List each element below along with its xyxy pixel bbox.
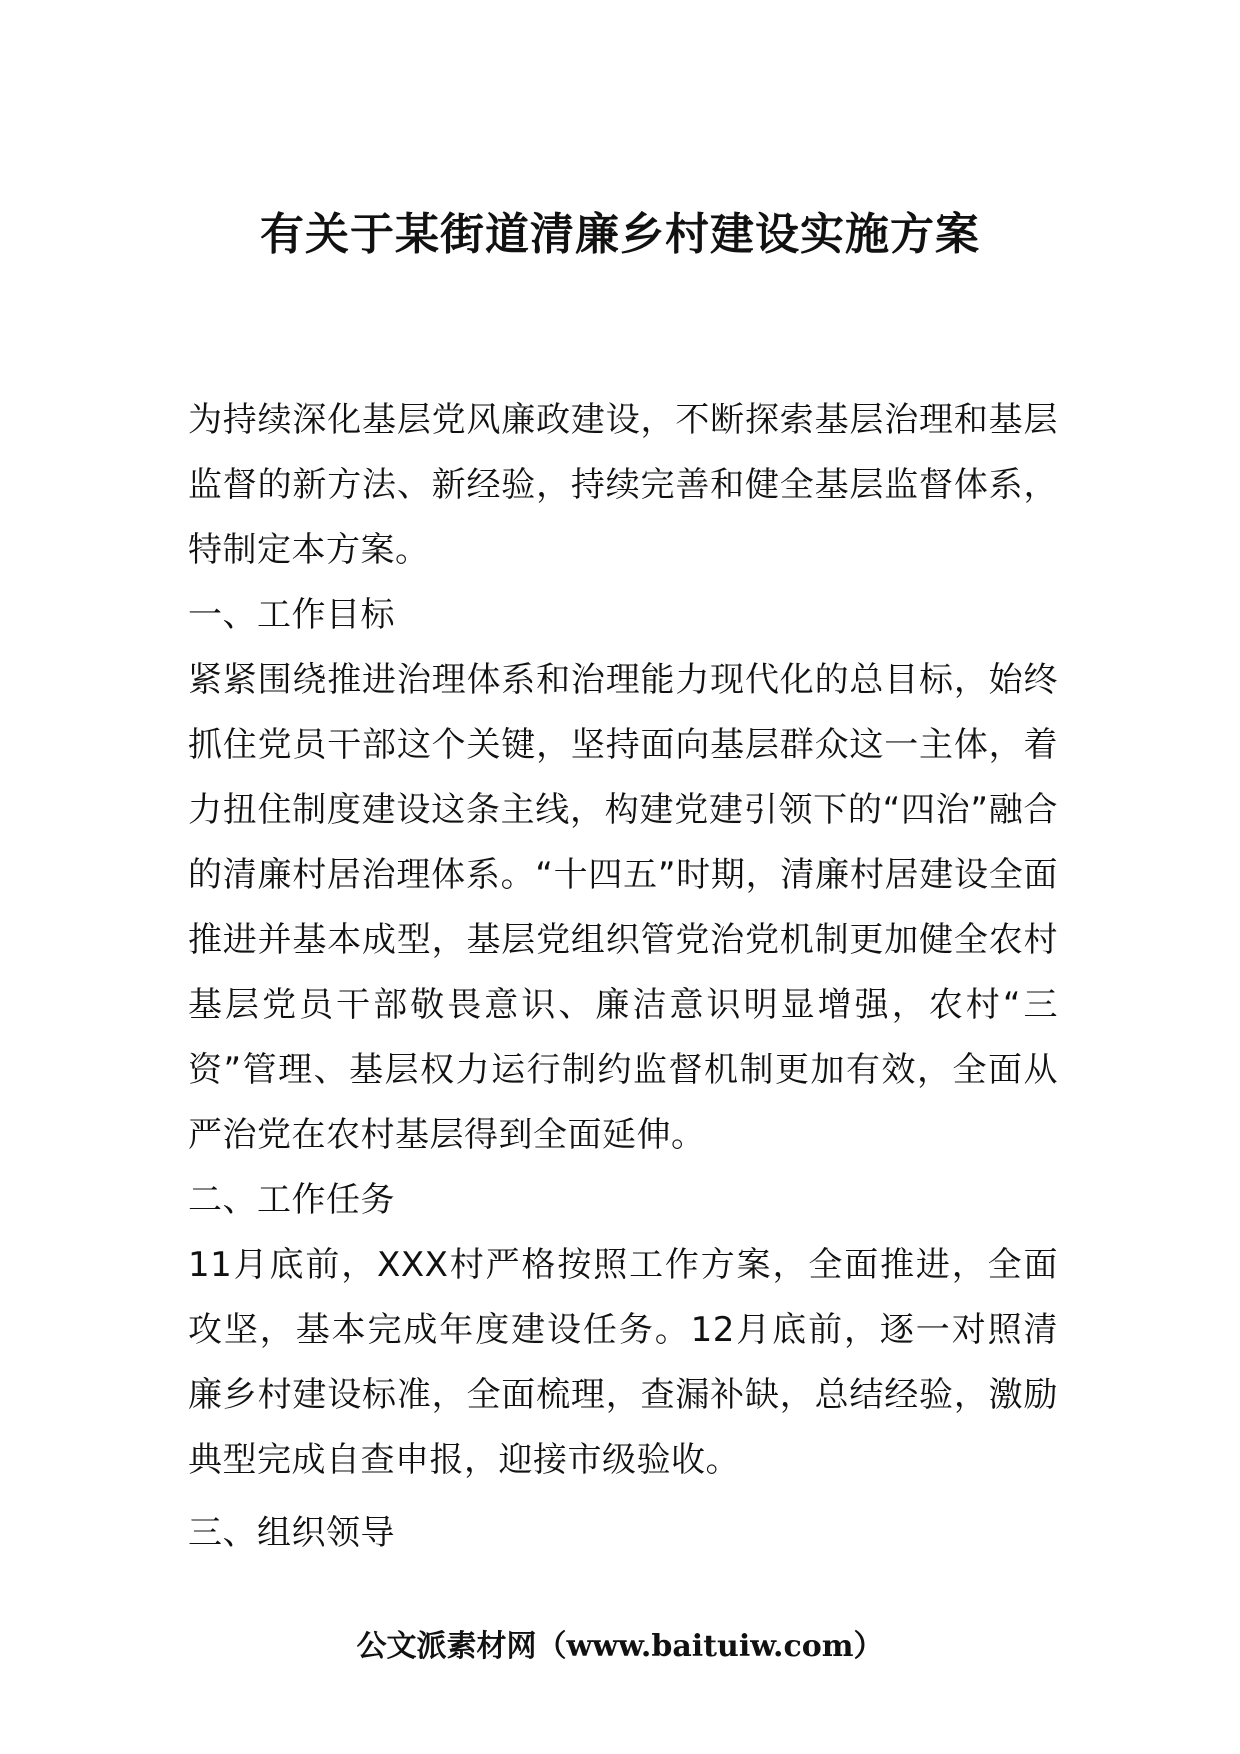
section-heading-goals: 一、工作目标 [188, 595, 395, 635]
intro-paragraph: 为持续深化基层党风廉政建设，不断探索基层治理和基层监督的新方法、新经验，持续完善和健全基层监督体系，特制定本方案。 [188, 400, 1058, 570]
document-title: 有关于某街道清廉乡村建设实施方案 [260, 209, 980, 260]
document-body [188, 388, 1058, 1566]
tasks-paragraph: 11月底前，XXX村严格按照工作方案，全面推进，全面攻坚，基本完成年度建设任务。12月底前，逐一对照清廉乡村建设标准，全面梳理，查漏补缺，总结经验，激励典型完成自查申报，迎接市级验收。 [188, 1245, 1058, 1480]
watermark-footer: 公文派素材网（www.baituiw.com） [356, 1629, 884, 1664]
goals-paragraph: 紧紧围绕推进治理体系和治理能力现代化的总目标，始终抓住党员干部这个关键，坚持面向基层群众这一主体，着力扭住制度建设这条主线，构建党建引领下的“四治”融合的清廉村居治理体系。“十四五”时期，清廉村居建设全面推进并基本成型，基层党组织管党治党机制更加健全农村基层党员干部敬畏意识、廉洁意识明显增强，农村“三资”管理、基层权力运行制约监督机制更加有效，全面从严治党在农村基层得到全面延伸。 [188, 660, 1058, 1155]
section-heading-leadership: 三、组织领导 [188, 1513, 395, 1553]
section-heading-tasks: 二、工作任务 [188, 1180, 395, 1220]
